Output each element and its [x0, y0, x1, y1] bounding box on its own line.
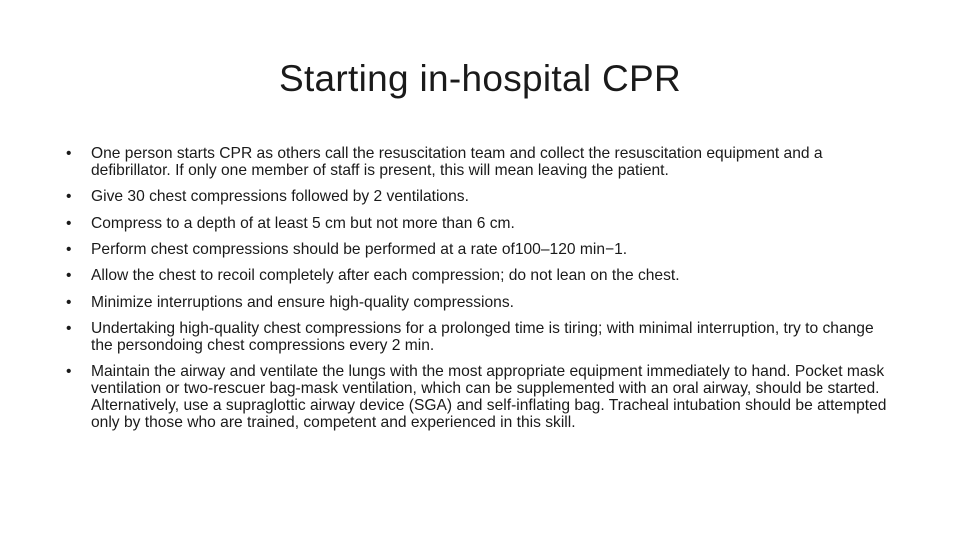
bullet-item-airway-ventilation: • Maintain the airway and ventilate the lungs with the most appropriate equipment immediately to hand. Pocket mask ventilation or two-rescuer bag-mask ventilation, which can be supplemented with an oral airway, should be started. Alternatively, use a supraglottic airway device (SGA) and self-inflating bag. Tracheal intubation should be attempted only by those who are trained, competent and experienced in this skill.: [66, 363, 896, 431]
bullet-item-compression-depth: • Compress to a depth of at least 5 cm but not more than 6 cm.: [66, 215, 896, 232]
bullet-item-minimize-interruptions: • Minimize interruptions and ensure high-quality compressions.: [66, 294, 896, 311]
bullet-item-chest-recoil: • Allow the chest to recoil completely after each compression; do not lean on the chest.: [66, 267, 896, 284]
slide-title: Starting in-hospital CPR: [278, 58, 682, 99]
bullet-item-compression-rate: • Perform chest compressions should be performed at a rate of100–120 min−1.: [66, 241, 896, 258]
bullet-item-compression-ratio: • Give 30 chest compressions followed by 2 ventilations.: [66, 188, 896, 205]
bullet-item-start-cpr: • One person starts CPR as others call the resuscitation team and collect the resuscitation equipment and a defibrillator. If only one member of staff is present, this will mean leaving the patient.: [66, 145, 896, 179]
bullet-list: [66, 145, 896, 441]
bullet-item-rotate-rescuer: • Undertaking high-quality chest compressions for a prolonged time is tiring; with minimal interruption, try to change the persondoing chest compressions every 2 min.: [66, 320, 896, 354]
